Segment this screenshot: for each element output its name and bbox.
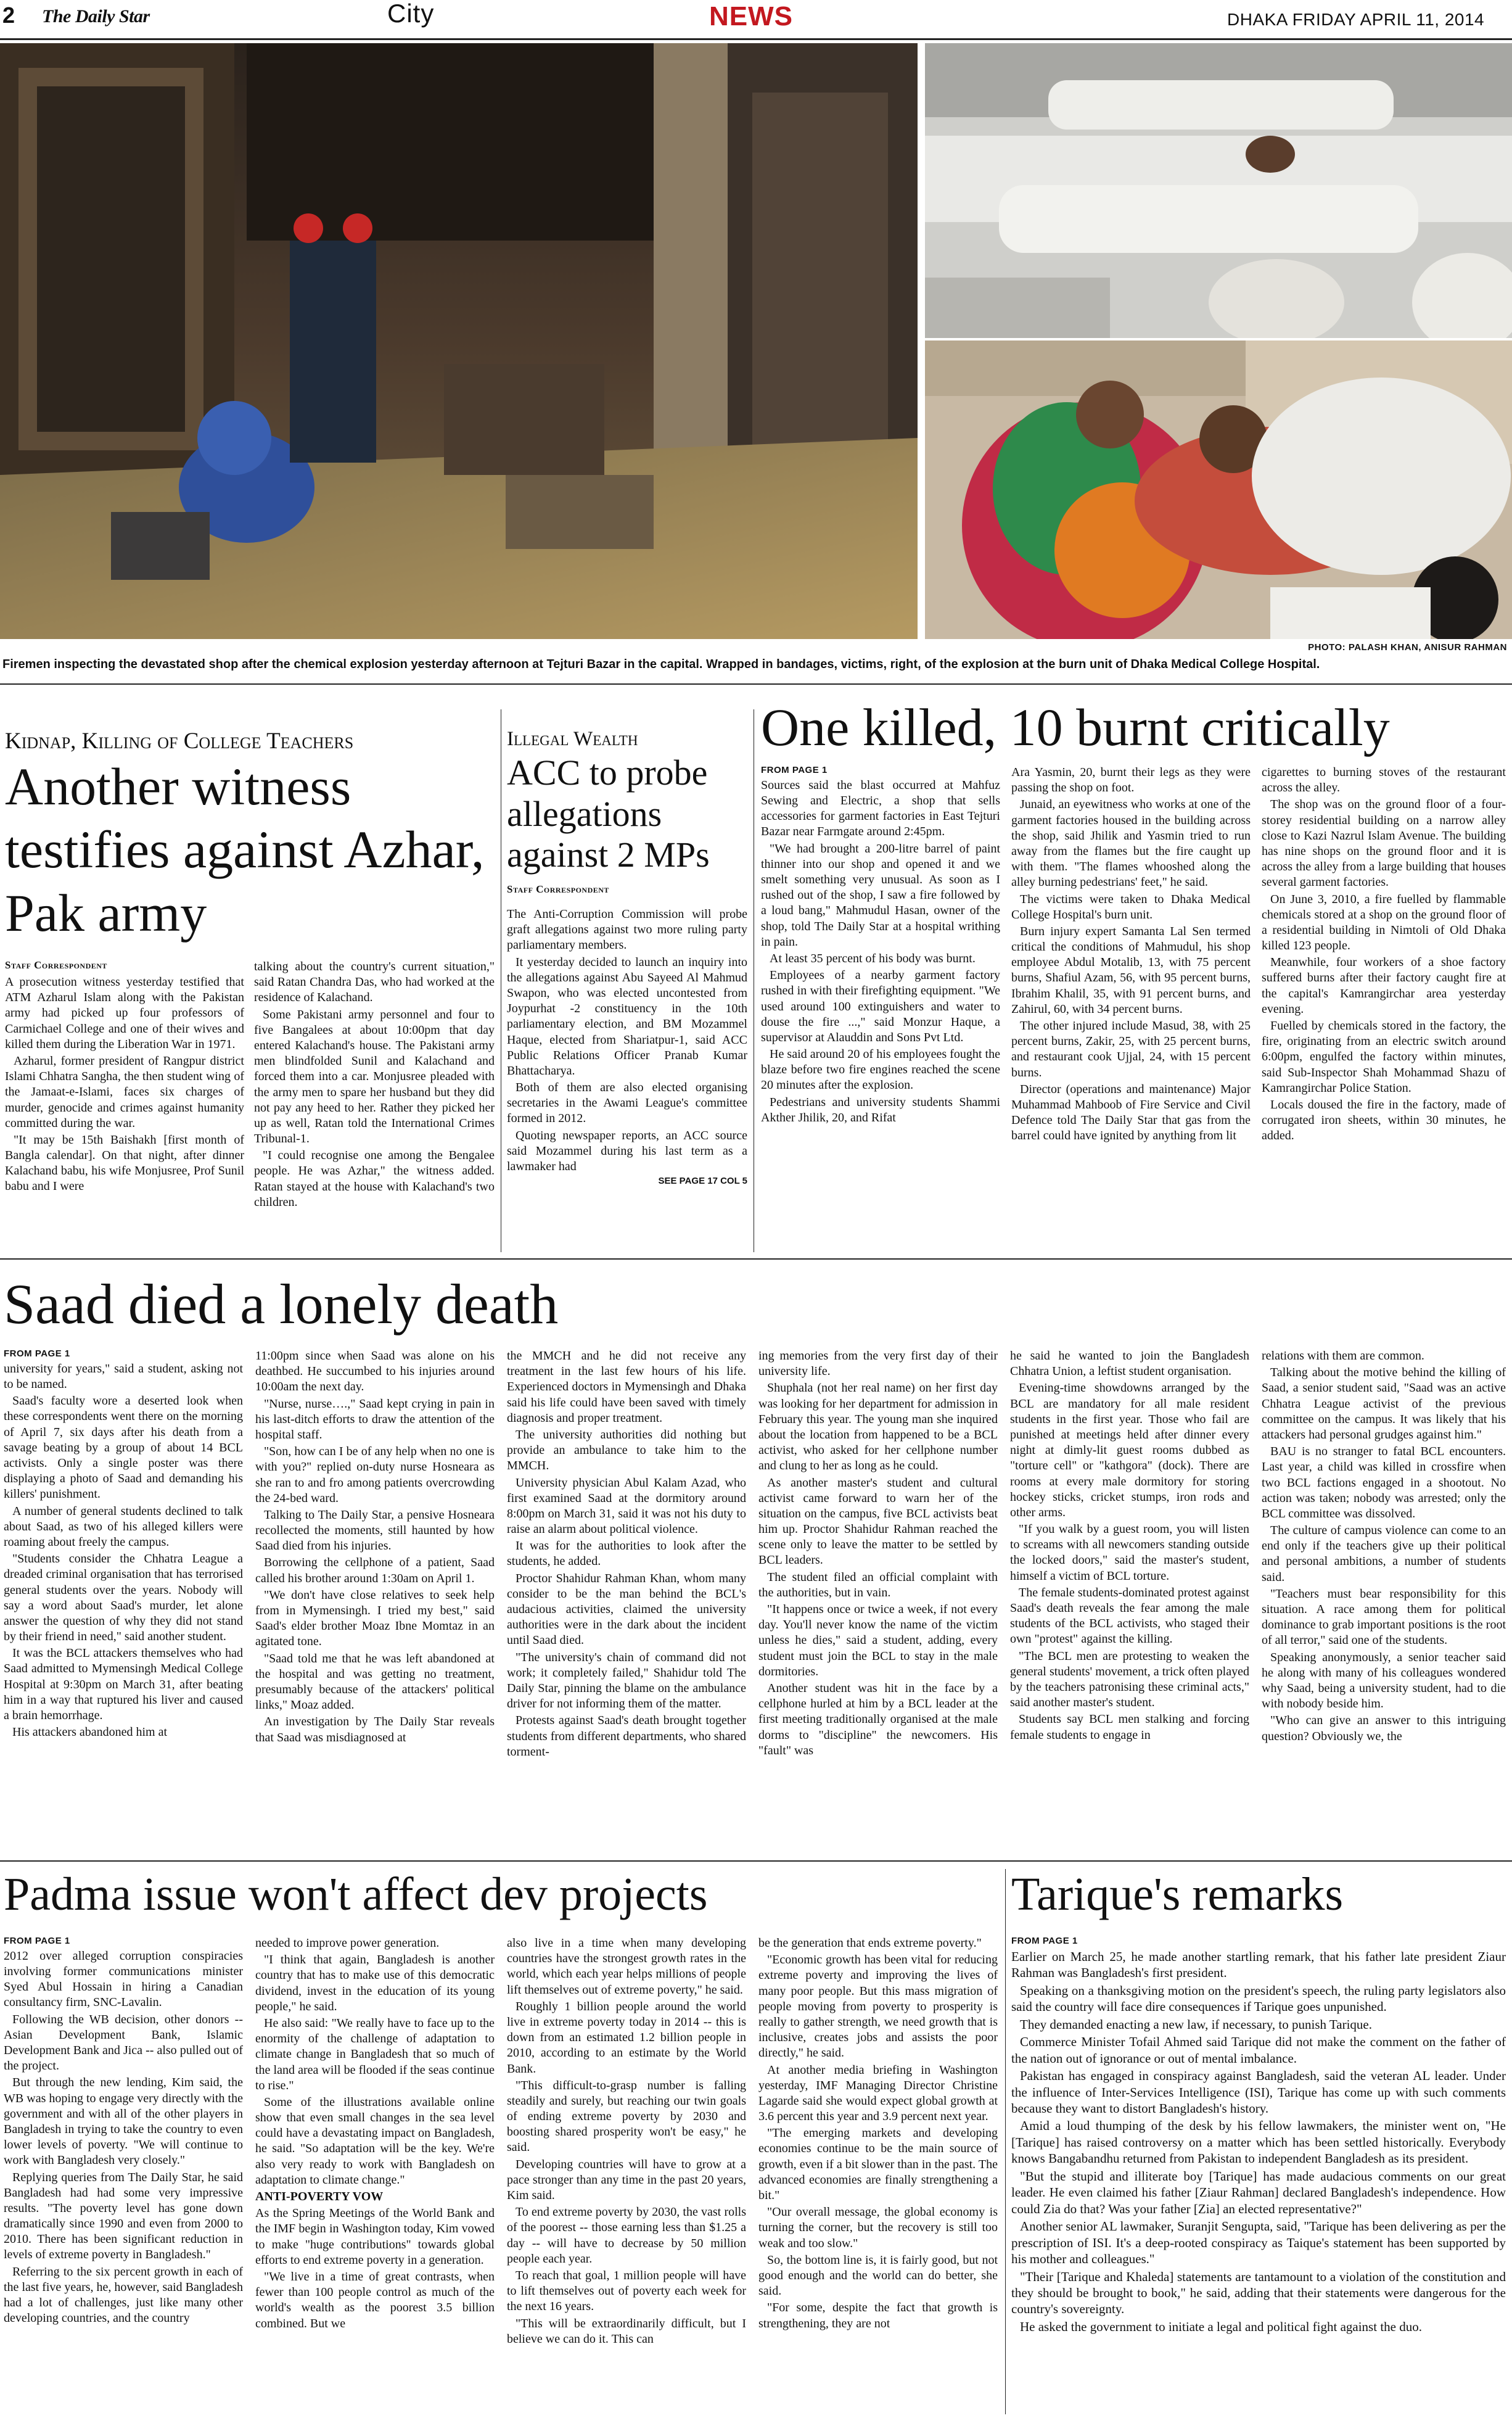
paragraph: "We had brought a 200-litre barrel of paint thinner into our shop and opened it and we smelt something very unusual. As soon as I rushed out of the shop, I saw a fire followed by a loud bang," Mahmudul Hasan, owner of the shop, told The Daily Star at a hospital writhing in pain. <box>761 841 1000 949</box>
page-number: 2 <box>2 2 15 28</box>
paragraph: "Teachers must bear responsibility for this situation. A race among them for political dominance to grab important positions is the root of all terror," said one of the students. <box>1262 1587 1506 1648</box>
paragraph: Both of them are also elected organising secretaries in the Awami League's committee formed in 2012. <box>507 1081 747 1126</box>
from-page-label: FROM PAGE 1 <box>4 1936 70 1946</box>
paragraph: Referring to the six percent growth in each of the last five years, he, however, said Bangladesh had a lot of challenges, just like many other developing countries, and the country <box>4 2264 243 2325</box>
paragraph: Burn injury expert Samanta Lal Sen termed critical the conditions of Mahmudul, his shop employee Abdul Motalib, 13, with 75 percent burns, Shafiul Azam, 56, with 95 percent burns, Ibrahim Khalil, 35, with 91 percent burns, and Zahirul, 60, with 34 percent burns. <box>1011 924 1251 1016</box>
paragraph: "The BCL men are protesting to weaken the general students' movement, a trick often played by the teachers patronising these criminal acts," said another master's student. <box>1010 1649 1249 1710</box>
kidnap-col-2 <box>254 959 495 1252</box>
paragraph: Meanwhile, four workers of a shoe factory suffered burns after their factory caught fire at the capital's Kamrangirchar area yesterday evening. <box>1262 955 1506 1016</box>
paragraph: Replying queries from The Daily Star, he said Bangladesh had had some very impressive results. "The poverty level has gone down dramatically since 1990 and even from 2000 to 2010. There has been significant reduction in levels of extreme poverty in Bangladesh." <box>4 2170 243 2262</box>
photo-credit: PHOTO: PALASH KHAN, ANISUR RAHMAN <box>1308 642 1507 653</box>
paragraph: At least 35 percent of his body was burnt. <box>770 951 976 965</box>
paragraph: Fuelled by chemicals stored in the factory, the fire, originating from an electric switch around 6:00pm, engulfed the factory within minutes, said Sub-Inspector Shah Mohammad Shazu of Kamrangirchar Police Station. <box>1262 1019 1506 1095</box>
news-label: NEWS <box>709 1 793 31</box>
dateline: DHAKA FRIDAY APRIL 11, 2014 <box>1227 10 1485 29</box>
paragraph: The Anti-Corruption Commission will probe graft allegations against two more ruling party parliamentary members. <box>507 907 747 952</box>
paragraph: Another senior AL lawmaker, Suranjit Sengupta, said, "Tarique has been delivering as per the prescription of ISI. It's a deep-rooted conspiracy as Taique's statement has been supported by his mother and colleagues." <box>1011 2219 1506 2267</box>
saad-col-3 <box>507 1348 746 1854</box>
paragraph: Locals doused the fire in the factory, made of corrugated iron sheets, within 30 minutes, he added. <box>1262 1097 1506 1143</box>
kidnap-headline: Another witness testifies against Azhar, Pak army <box>5 757 485 943</box>
paragraph: Roughly 1 billion people around the world live in extreme poverty today in 2014 -- this is down from an estimated 1.2 billion people in 2010, according to an estimate by the World Bank. <box>507 1999 746 2076</box>
paragraph: Protests against Saad's death brought together students from different departments, who shared torment- <box>507 1714 746 1759</box>
paragraph: "We live in a time of great contrasts, when fewer than 100 people control as much of the world's wealth as the poorest 3.5 billion combined. But we <box>255 2269 495 2330</box>
paragraph: University physician Abul Kalam Azad, who first examined Saad at the dormitory around 8:00pm on March 31, said it was not his duty to raise an alarm about political violence. <box>507 1475 746 1537</box>
paragraph: The victims were taken to Dhaka Medical College Hospital's burn unit. <box>1011 892 1251 922</box>
padma-col-2 <box>255 1936 495 2414</box>
paragraph: "Son, how can I be of any help when no one is with you?" replied on-duty nurse Hosneara as she ran to and fro among patients overcrowding the 24-bed ward. <box>255 1445 495 1505</box>
saad-col-5 <box>1010 1348 1249 1854</box>
paragraph: The other injured include Masud, 38, with 25 percent burns, Zakir, 25, with 25 percent burns, and restaurant cook Ujjal, 24, with 15 percent burns. <box>1011 1019 1251 1079</box>
masthead-logo: The Daily Star <box>42 6 150 27</box>
paragraph: "It may be 15th Baishakh [first month of Bangla calendar]. On that night, after dinner Kalachand babu, his wife Monjusree, Prof Sunil babu and I were <box>5 1133 244 1194</box>
paragraph: "Our overall message, the global economy is turning the corner, but the recovery is still too weak and too slow." <box>758 2205 998 2250</box>
paragraph: "Who can give an answer to this intriguing question? Obviously we, the <box>1262 1714 1506 1743</box>
padma-headline: Padma issue won't affect dev projects <box>4 1868 708 1920</box>
paragraph: As another master's student and cultural activist came forward to warn her of the situation on the campus, five BCL activists beat him up. Proctor Shahidur Rahman reached the scene only to leave the matter to be settled by BCL leaders. <box>758 1475 998 1567</box>
paragraph: 11:00pm since when Saad was alone on his deathbed. He succumbed to his injuries around 10:00am the next day. <box>255 1349 495 1394</box>
paragraph: talking about the country's current situation," said Ratan Chandra Das, who had worked at the residence of Kalachand. <box>254 960 495 1005</box>
header-rule <box>0 38 1512 40</box>
paragraph: Speaking anonymously, a senior teacher said he along with many of his colleagues wondered why Saad, being a university student, had to die with nobody beside him. <box>1262 1650 1506 1711</box>
paragraph: To reach that goal, 1 million people will have to lift themselves out of poverty each week for the next 16 years. <box>507 2268 746 2314</box>
burn-col-1 <box>761 765 1000 1252</box>
paragraph: Azharul, former president of Rangpur district Islami Chhatra Sangha, the then student wing of the Jamaat-e-Islami, faces six charges of murder, genocide and crimes against humanity committed during the war. <box>5 1054 244 1130</box>
paragraph: So, the bottom line is, it is fairly good, but not good enough and the world can do better, she said. <box>758 2253 998 2298</box>
paragraph: Saad's faculty wore a deserted look when these correspondents went there on the morning of April 7, six days after his death from a savage beating by a group of about 14 BCL activists. Only a single poster was there displaying a photo of Saad and demanding his killers' punishment. <box>4 1394 243 1501</box>
paragraph: Quoting newspaper reports, an ACC source said Mozammel during his last term as a lawmaker had <box>507 1128 747 1173</box>
paragraph: Sources said the blast occurred at Mahfuz Sewing and Electric, a shop that sells accessories for garment factories in East Tejturi Bazar near Farmgate around 2:45pm. <box>761 778 1000 839</box>
paragraph: "I could recognise one among the Bengalee people. He was Azhar," the witness added. Ratan stayed at the house with Kalachand's two children. <box>254 1149 495 1209</box>
section-title: City <box>387 0 435 28</box>
paragraph: Shuphala (not her real name) on her first day was looking for her department for admission in February this year. The young man she inquired about the location from happened to be a BCL activist, who asked for her cellphone number and clung to her as long as he could. <box>758 1381 998 1473</box>
photo-caption: Firemen inspecting the devastated shop after the chemical explosion yesterday afternoon at Tejturi Bazar in the capital. Wrapped in bandages, victims, right, of the explosion at the burn unit of Dhaka Medical College Hospital. <box>2 658 1320 671</box>
paragraph: also live in a time when many developing countries have the strongest growth rates in the world, which each year helps millions of people lift themselves out of extreme poverty," he said. <box>507 1936 746 1997</box>
paragraph: cigarettes to burning stoves of the restaurant across the alley. <box>1262 765 1506 795</box>
tarique-col <box>1011 1936 1506 2414</box>
paragraph: The culture of campus violence can come to an end only if the teachers give up their political and personal ambitions, a number of students said. <box>1262 1524 1506 1584</box>
see-page-link[interactable]: SEE PAGE 17 COL 5 <box>658 1176 747 1187</box>
paragraph: "We don't have close relatives to seek help from in Mymensingh. I tried my best," said Saad's elder brother Moaz Ibne Momtaz in an agitated tone. <box>255 1588 495 1649</box>
paragraph: needed to improve power generation. <box>255 1936 440 1950</box>
paragraph: "Economic growth has been vital for reducing extreme poverty and improving the lives of many poor people. But this mass migration of people moving from poverty to prosperity is really to gather strength, we need growth that is inclusive, creates jobs and assists the poor directly," he said. <box>758 1953 998 2060</box>
paragraph: He said around 20 of his employees fought the blaze before two fire engines reached the scene 20 minutes after the explosion. <box>761 1047 1000 1092</box>
acc-kicker: Illegal Wealth <box>507 728 638 750</box>
paragraph: Evening-time showdowns arranged by the BCL are mandatory for all male resident students in the first year. Those who fail are punished at meetings held after dinner every night at dimly-lit guest rooms dubbed as "torture cell" or "kathgora" (dock). There are rooms at every male dormitory for storing hockey sticks, cricket stumps, iron rods and other arms. <box>1010 1381 1249 1519</box>
paragraph: The university authorities did nothing but provide an ambulance to take him to the MMCH. <box>507 1427 746 1473</box>
paragraph: "The emerging markets and developing economies continue to be the main source of growth, even if a bit slower than in the past. The advanced economies are finally strengthening a bit." <box>758 2126 998 2202</box>
paragraph: he said he wanted to join the Bangladesh Chhatra Union, a leftist student organisation. <box>1010 1349 1249 1379</box>
caption-rule <box>0 683 1512 685</box>
paragraph: Junaid, an eyewitness who works at one of the garment factories housed in the building across the shop, said Jhilik and Yasmin tried to run away from the flames but the fire caught up with them. "The flames whooshed along the alley burning pedestrians' feet," he said. <box>1011 798 1251 889</box>
paragraph: A prosecution witness yesterday testified that ATM Azharul Islam along with the Pakistan army had picked up four professors of Carmichael College and one of their wives and killed them during the Liberation War in 1971. <box>5 975 244 1051</box>
paragraph: They demanded enacting a new law, if necessary, to punish Tarique. <box>1020 2016 1372 2032</box>
paragraph: "Saad told me that he was left abandoned at the hospital and was getting no treatment, presumably because of the attackers' political links," Moaz added. <box>255 1651 495 1712</box>
paragraph: The shop was on the ground floor of a four-storey residential building on a narrow alley close to Kazi Nazrul Islam Avenue. The building has nine shops on the ground floor and it is across the alley from a large building that houses several garment factories. <box>1262 798 1506 889</box>
paragraph: Borrowing the cellphone of a patient, Saad called his brother around 1:30am on April 1. <box>255 1556 495 1585</box>
from-page-label: FROM PAGE 1 <box>1011 1936 1078 1946</box>
paragraph: the MMCH and he did not receive any treatment in the last few hours of his life. Experienced doctors in Mymensingh and Dhaka said his life could have been saved with timely diagnosis and proper treatment. <box>507 1349 746 1425</box>
paragraph: "Nurse, nurse….," Saad kept crying in pain in his last-ditch efforts to draw the attention of the hospital staff. <box>255 1397 495 1442</box>
paragraph: He also said: "We really have to face up to the enormity of the challenge of adaptation to climate change in Bangladesh that so much of the land area will be flooded if the seas continue to rise." <box>255 2016 495 2092</box>
photo-victims-bandaged <box>925 43 1512 338</box>
paragraph: Employees of a nearby garment factory rushed in with their firefighting equipment. "We used around 100 extinguishers and water to douse the fire ...," said Monzur Haque, a supervisor at Alauddin and Sons Pvt Ltd. <box>761 968 1000 1044</box>
section-rule <box>0 1860 1512 1862</box>
burn-headline: One killed, 10 burnt critically <box>761 698 1390 757</box>
paragraph: "The university's chain of command did not work; it completely failed," Shahidur told The Daily Star, pinning the blame on the ambulance driver for not informing them of the matter. <box>507 1650 746 1711</box>
padma-col-4 <box>758 1936 998 2414</box>
paragraph: university for years," said a student, asking not to be named. <box>4 1361 243 1392</box>
subhead: ANTI-POVERTY VOW <box>255 2190 384 2203</box>
paragraph: At another media briefing in Washington yesterday, IMF Managing Director Christine Lagarde said she would expect global growth at 3.6 percent this year and 3.9 percent next year. <box>758 2063 998 2124</box>
paragraph: "For some, despite the fact that growth is strengthening, they are not <box>758 2301 998 2330</box>
acc-headline: ACC to probe allegations against 2 MPs <box>507 753 710 875</box>
saad-headline: Saad died a lonely death <box>4 1273 559 1335</box>
paragraph: BAU is no stranger to fatal BCL encounters. Last year, a child was killed in crossfire when two BCL factions engaged in a shootout. No action was taken; nobody was arrested; only the BCL committee was dissolved. <box>1262 1445 1506 1521</box>
paragraph: "But the stupid and illiterate boy [Tarique] has made audacious comments on our great leader. He even claimed his father [Ziaur Rahman] declared Bangladesh's independence. How could Zia do that? Was your father [Zia] an elected representative?" <box>1011 2168 1506 2216</box>
paragraph: "If you walk by a guest room, you will listen to screams with all newcomers standing outside the locked doors," said the master's student, himself a victim of BCL torture. <box>1010 1522 1249 1583</box>
paragraph: It yesterday decided to launch an inquiry into the allegations against Abu Sayeed Al Mahmud Swapon, who was elected uncontested from Joypurhat -2 constituency in the 10th parliamentary election, and BM Mozammel Haque, elected from Shariatpur-1, said ACC Public Relations Officer Pranab Kumar Bhattacharya. <box>507 955 747 1078</box>
paragraph: Some Pakistani army personnel and four to five Bangalees at about 10:00pm that day entered Kalachand's house. The Pakistani army men blindfolded Sunil and Kalachand and forced them into a car. Monjusree pleaded with the army men to spare her husband but they did not pay any heed to her. Rather they picked her up as well, Ratan told the International Crimes Tribunal-1. <box>254 1007 495 1146</box>
paragraph: Pedestrians and university students Shammi Akther Jhilik, 20, and Rifat <box>761 1095 1000 1124</box>
paragraph: "Their [Tarique and Khaleda] statements are tantamount to a violation of the constitution and they should be brought to book," he said, adding that their statements were dangerous for the country's sovereignty. <box>1011 2269 1506 2317</box>
paragraph: Talking to The Daily Star, a pensive Hosneara recollected the moments, still haunted by how Saad died from his injuries. <box>255 1508 495 1553</box>
paragraph: "It happens once or twice a week, if not every day. You'll never know the name of the victim unless he dies," said a student, adding, every student must join the BCL to stay in the male dormitories. <box>758 1603 998 1678</box>
paragraph: On June 3, 2010, a fire fuelled by flammable chemicals stored at a shop on the ground floor of a residential building in Nimtoli of Old Dhaka killed 123 people. <box>1262 892 1506 953</box>
paragraph: relations with them are common. <box>1262 1349 1424 1363</box>
saad-col-1 <box>4 1348 243 1854</box>
paragraph: Earlier on March 25, he made another startling remark, that his father late president Ziaur Rahman was Bangladesh's first president. <box>1011 1949 1506 1981</box>
paragraph: ing memories from the very first day of their university life. <box>758 1349 998 1379</box>
paragraph: To end extreme poverty by 2030, the vast rolls of the poorest -- those earning less than $1.25 a day -- will have to decrease by 50 million people each year. <box>507 2205 746 2266</box>
paragraph: It was the BCL attackers themselves who had Saad admitted to Mymensingh Medical College Hospital at 9:30pm on March 31, after beating him in a way that ruptured his liver and caused a brain hemorrhage. <box>4 1646 243 1723</box>
saad-col-4 <box>758 1348 998 1854</box>
paragraph: "Students consider the Chhatra League a dreaded criminal organisation that has terrorised general students over the years. Nobody will say a word about Saad's murder, let alone answer the question of why they did not stand by their friend in need," said another student. <box>4 1552 243 1644</box>
paragraph: Students say BCL men stalking and forcing female students to engage in <box>1010 1712 1249 1742</box>
paragraph: "I think that again, Bangladesh is another country that has to make use of this democratic dividend, invest in the education of its young people," he said. <box>255 1953 495 2013</box>
paragraph: Amid a loud thumping of the desk by his fellow lawmakers, the minister went on, "He [Tarique] has raised controversy on a matter which has been settled historically. Everybody knows Bangabandhu returned from Pakistan to independent Bangladesh as its president. <box>1011 2118 1506 2166</box>
saad-col-2 <box>255 1348 495 1854</box>
paragraph: But through the new lending, Kim said, the WB was hoping to engage very directly with the government and with all of the other players in Bangladesh in trying to take the country to even lower levels of poverty. "We will continue to work with Bangladesh very closely." <box>4 2076 243 2168</box>
paragraph: He asked the government to initiate a legal and political fight against the duo. <box>1020 2319 1422 2334</box>
acc-byline: Staff Correspondent <box>507 883 609 895</box>
kidnap-kicker: Kidnap, Killing of College Teachers <box>5 728 354 754</box>
paragraph: The female students-dominated protest against Saad's death reveals the fear among the male students of the BCL activists, who staged their own "protest" against the killing. <box>1010 1585 1249 1646</box>
paragraph: "This will be extraordinarily difficult, but I believe we can do it. This can <box>507 2316 746 2346</box>
paragraph: As the Spring Meetings of the World Bank and the IMF begin in Washington today, Kim vowed to make "huge contributions" towards global efforts to end extreme poverty in a generation. <box>255 2206 495 2267</box>
padma-col-3 <box>507 1936 746 2414</box>
paragraph: Ara Yasmin, 20, burnt their legs as they were passing the shop on foot. <box>1011 765 1251 795</box>
acc-col <box>507 907 747 1240</box>
paragraph: An investigation by The Daily Star reveals that Saad was misdiagnosed at <box>255 1715 495 1744</box>
column-rule <box>1005 1869 1006 2414</box>
paragraph: Commerce Minister Tofail Ahmed said Tarique did not make the comment on the father of the nation out of ignorance or out of mental imbalance. <box>1011 2034 1506 2066</box>
burn-col-3 <box>1262 765 1506 1252</box>
paragraph: 2012 over alleged corruption conspiracies involving former communications minister Syed Abul Hossain in hiring a Canadian consultancy firm, SNC-Lavalin. <box>4 1949 243 2010</box>
tarique-headline: Tarique's remarks <box>1011 1868 1344 1920</box>
burn-col-2 <box>1011 765 1251 1252</box>
paragraph: The student filed an official complaint with the authorities, but in vain. <box>758 1570 998 1599</box>
paragraph: Developing countries will have to grow at a pace stronger than any time in the past 20 years, Kim said. <box>507 2157 746 2202</box>
from-page-label: FROM PAGE 1 <box>4 1348 70 1359</box>
paragraph: Proctor Shahidur Rahman Khan, whom many consider to be the man behind the BCL's audacious activities, claimed the university authorities were in the dark about the incident until Saad died. <box>507 1571 746 1648</box>
padma-col-1 <box>4 1936 243 2414</box>
paragraph: Following the WB decision, other donors -- Asian Development Bank, Islamic Development Bank and Jica -- also pulled out of the project. <box>4 2012 243 2073</box>
paragraph: Director (operations and maintenance) Major Muhammad Mahboob of Fire Service and Civil Defence told The Daily Star that gas from the barrel could have ignited by anything from lit <box>1011 1082 1251 1143</box>
photo-burnt-shop <box>0 43 918 639</box>
paragraph: be the generation that ends extreme poverty." <box>758 1936 982 1950</box>
saad-col-6 <box>1262 1348 1506 1854</box>
kidnap-col-1 <box>5 975 244 1252</box>
paragraph: Pakistan has engaged in conspiracy against Bangladesh, said the veteran AL leader. Under the influence of Inter-Services Intelligence (ISI), Tarique has come up with such comments because they want to distort Bangladesh's history. <box>1011 2068 1506 2116</box>
paragraph: It was for the authorities to look after the students, he added. <box>507 1539 746 1569</box>
kidnap-byline: Staff Correspondent <box>5 959 107 971</box>
section-rule <box>0 1258 1512 1260</box>
paragraph: Some of the illustrations available online show that even small changes in the sea level could have a devastating impact on Bangladesh, he said. "So adaptation will be the key. We're also very ready to work with Bangladesh on adaptation to climate change." <box>255 2095 495 2187</box>
paragraph: Another student was hit in the face by a cellphone hurled at him by a BCL leader at the first meeting traditionally organised at the male dorms to "discipline" the newcomers. His "fault" was <box>758 1681 998 1757</box>
paragraph: His attackers abandoned him at <box>12 1725 168 1739</box>
photo-victims-ward <box>925 340 1512 639</box>
paragraph: "This difficult-to-grasp number is falling steadily and surely, but reaching our twin goals of ending extreme poverty by 2030 and boosting shared prosperity won't be easy," he said. <box>507 2078 746 2155</box>
from-page-label: FROM PAGE 1 <box>761 765 828 775</box>
paragraph: Speaking on a thanksgiving motion on the president's speech, the ruling party legislators also said the country will face dire consequences if Tarique goes unpunished. <box>1011 1983 1506 2015</box>
paragraph: A number of general students declined to talk about Saad, as two of his alleged killers were roaming about freely the campus. <box>4 1504 243 1549</box>
paragraph: Talking about the motive behind the killing of Saad, a senior student said, "Saad was an active Chhatra League activist of the previous committee on the campus. It was likely that his attackers had personal grudges against him." <box>1262 1366 1506 1442</box>
